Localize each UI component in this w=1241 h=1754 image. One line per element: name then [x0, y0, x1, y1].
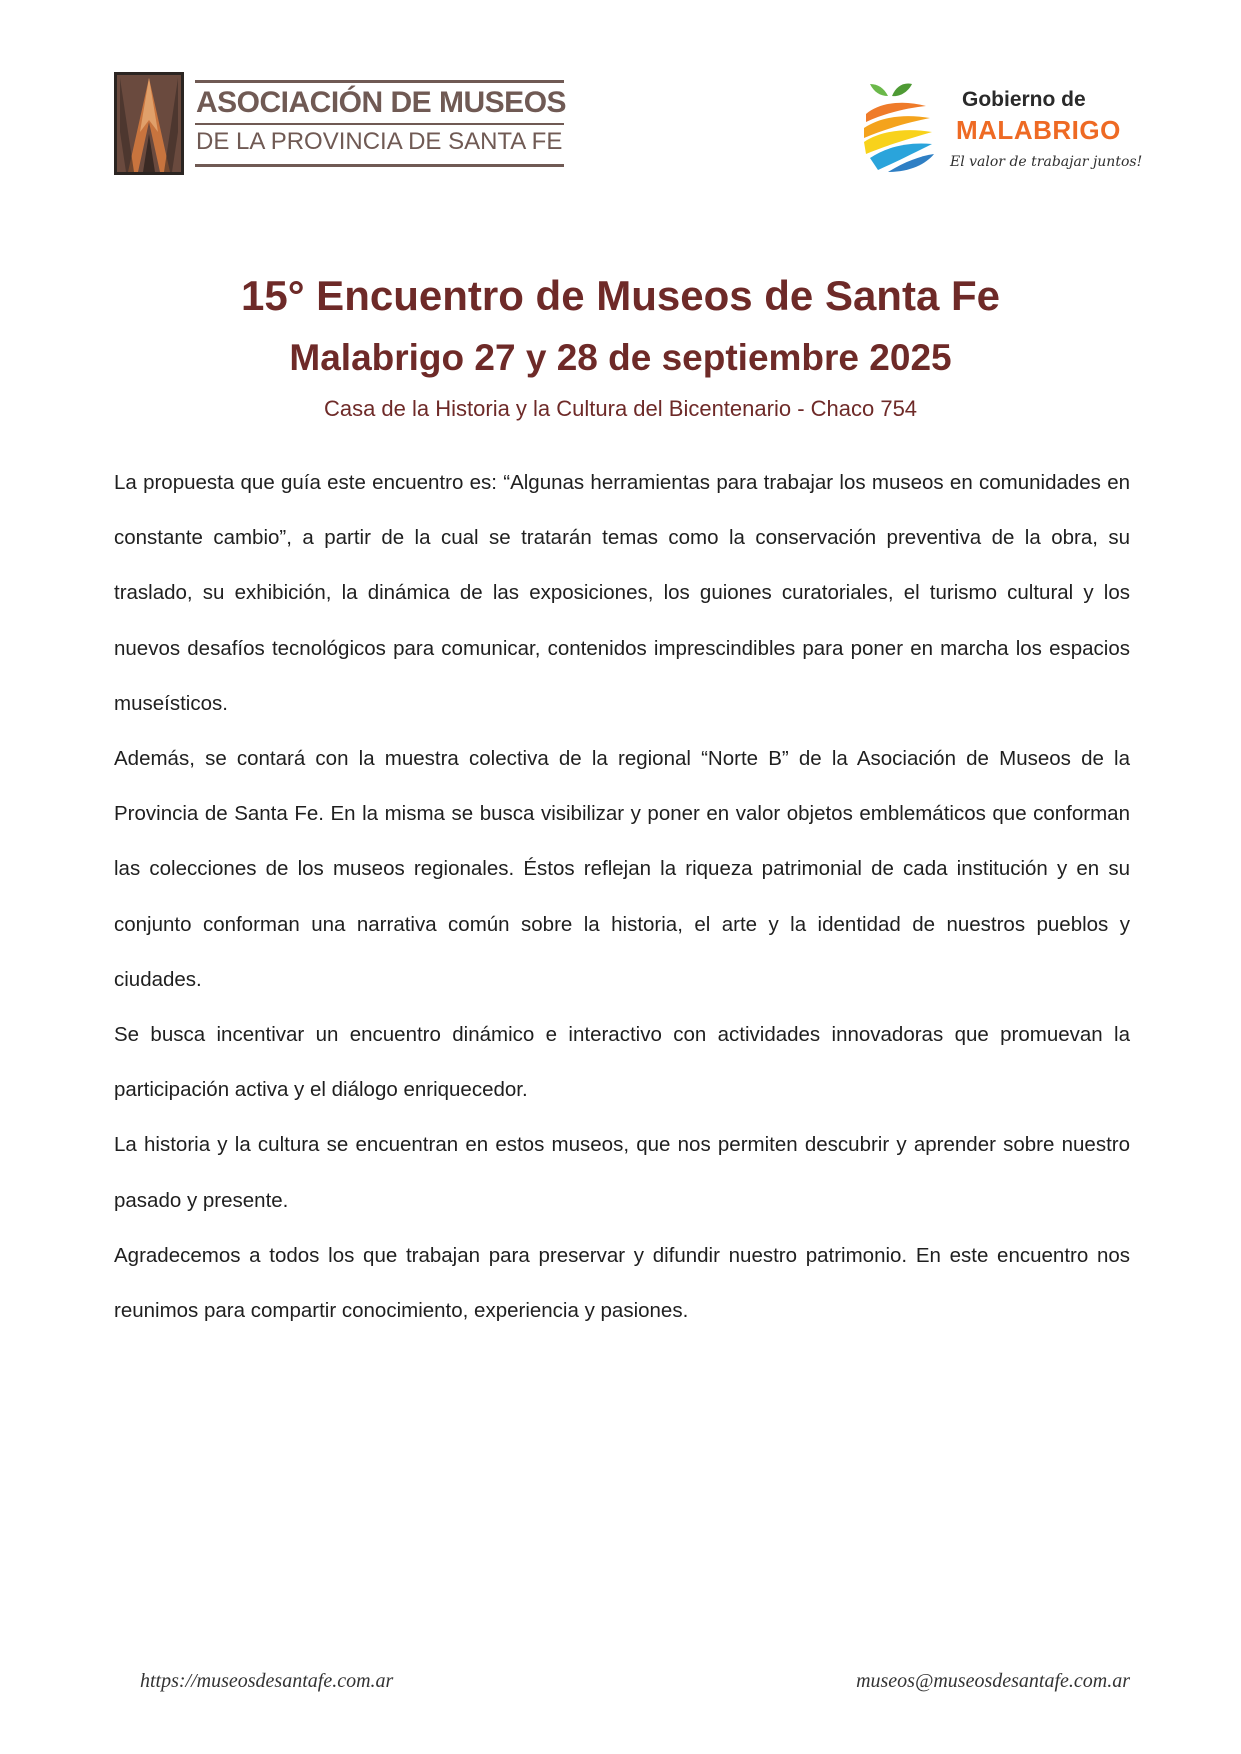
association-name-line1: ASOCIACIÓN DE MUSEOS [196, 86, 567, 119]
footer-website-link[interactable]: https://museosdesantafe.com.ar [140, 1670, 394, 1692]
association-name-line2: DE LA PROVINCIA DE SANTA FE [196, 128, 563, 155]
body-paragraph: La propuesta que guía este encuentro es: “Algunas herramientas para trabajar los museos en comunidades en constante cambio”, a partir de la cual se tratarán temas como la conservación preventiva de la obra, su traslado, su exhibición, la dinámica de las exposiciones, los guiones curatoriales, el turismo cultural y los nuevos desafíos tecnológicos para comunicar, contenidos imprescindibles para poner en marcha los espacios museísticos. [114, 471, 1130, 715]
footer-email-link[interactable]: museos@museosdesantafe.com.ar [856, 1670, 1130, 1692]
event-venue: Casa de la Historia y la Cultura del Bicentenario - Chaco 754 [323, 396, 918, 421]
event-date-subtitle: Malabrigo 27 y 28 de septiembre 2025 [289, 337, 952, 378]
museum-association-mark-icon [114, 72, 184, 175]
malabrigo-emblem-icon [858, 78, 938, 178]
logo-rule-top [195, 80, 564, 83]
page-title: 15° Encuentro de Museos de Santa Fe [241, 272, 1000, 319]
malabrigo-slogan: El valor de trabajar juntos! [950, 154, 1143, 170]
malabrigo-label: MALABRIGO [956, 115, 1121, 145]
logo-rule-bottom [195, 164, 564, 167]
body-paragraph: Se busca incentivar un encuentro dinámico e interactivo con actividades innovadoras que promuevan la participación activa y el diálogo enriquecedor. [114, 1023, 1130, 1102]
document-body [114, 455, 1130, 1338]
body-paragraph: Además, se contará con la muestra colectiva de la regional “Norte B” de la Asociación de Museos de la Provincia de Santa Fe. En la misma se busca visibilizar y poner en valor objetos emblemáticos que conforman las colecciones de los museos regionales. Éstos reflejan la riqueza patrimonial de cada institución y en su conjunto conforman una narrativa común sobre la historia, el arte y la identidad de nuestros pueblos y ciudades. [114, 747, 1130, 991]
body-paragraph: Agradecemos a todos los que trabajan para preservar y difundir nuestro patrimonio. En este encuentro nos reunimos para compartir conocimiento, experiencia y pasiones. [114, 1243, 1130, 1323]
body-paragraph: La historia y la cultura se encuentran en estos museos, que nos permiten descubrir y aprender sobre nuestro pasado y presente. [114, 1133, 1130, 1212]
logo-rule-middle [195, 123, 564, 125]
malabrigo-government-logo [858, 78, 1143, 183]
association-logo [114, 72, 567, 177]
government-of-label: Gobierno de [962, 88, 1086, 111]
